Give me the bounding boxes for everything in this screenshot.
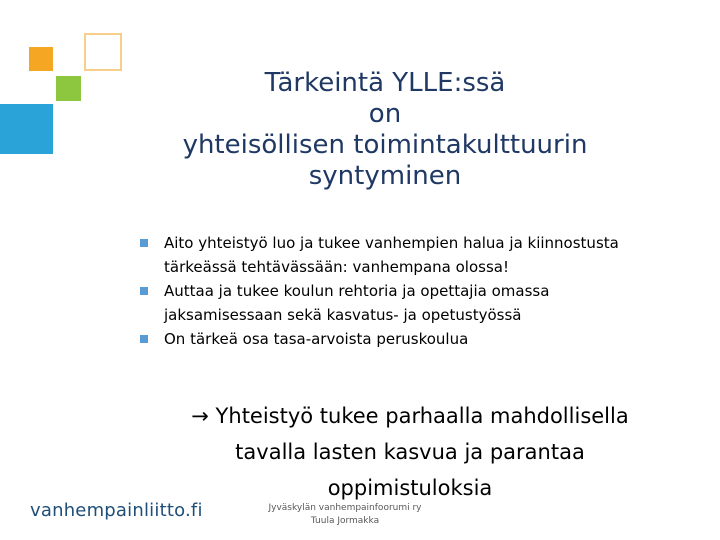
brand-url: vanhempainliitto.fi [30, 500, 203, 521]
conclusion-line: → Yhteistyö tukee parhaalla mahdollisella [191, 404, 629, 428]
conclusion-text [160, 398, 660, 506]
square-bullet-icon [140, 335, 148, 343]
bullet-text: Aito yhteistyö luo ja tukee vanhempien halua ja kiinnostusta [164, 234, 619, 252]
title-line: syntyminen [308, 161, 462, 191]
square-bullet-icon [140, 287, 148, 295]
title-line: Tärkeintä YLLE:ssä [264, 68, 506, 98]
slide-title [150, 68, 620, 192]
footer-line: Tuula Jormakka [310, 516, 380, 526]
logo-square-green [56, 76, 81, 101]
logo-square-outline [84, 33, 122, 71]
footer-line: Jyväskylän vanhempainfoorumi ry [268, 503, 422, 513]
bullet-item [140, 279, 680, 327]
slide-footer [250, 502, 440, 528]
logo-square-orange [29, 47, 53, 71]
bullet-text: Auttaa ja tukee koulun rehtoria ja opettajia omassa [164, 282, 550, 300]
title-line: on [368, 99, 402, 129]
title-line: yhteisöllisen toimintakulttuurin [182, 130, 588, 160]
bullet-text: On tärkeä osa tasa-arvoista peruskoulua [164, 330, 469, 348]
bullet-text: jaksamisessaan sekä kasvatus- ja opetustyössä [164, 306, 522, 324]
conclusion-line: tavalla lasten kasvua ja parantaa [235, 440, 585, 464]
bullet-item [140, 327, 680, 351]
bullet-list [140, 231, 680, 351]
bullet-text: tärkeässä tehtävässään: vanhempana olossa! [164, 258, 509, 276]
square-bullet-icon [140, 239, 148, 247]
conclusion-line: oppimistuloksia [327, 476, 493, 500]
bullet-item [140, 231, 680, 279]
logo-square-blue [0, 104, 53, 154]
